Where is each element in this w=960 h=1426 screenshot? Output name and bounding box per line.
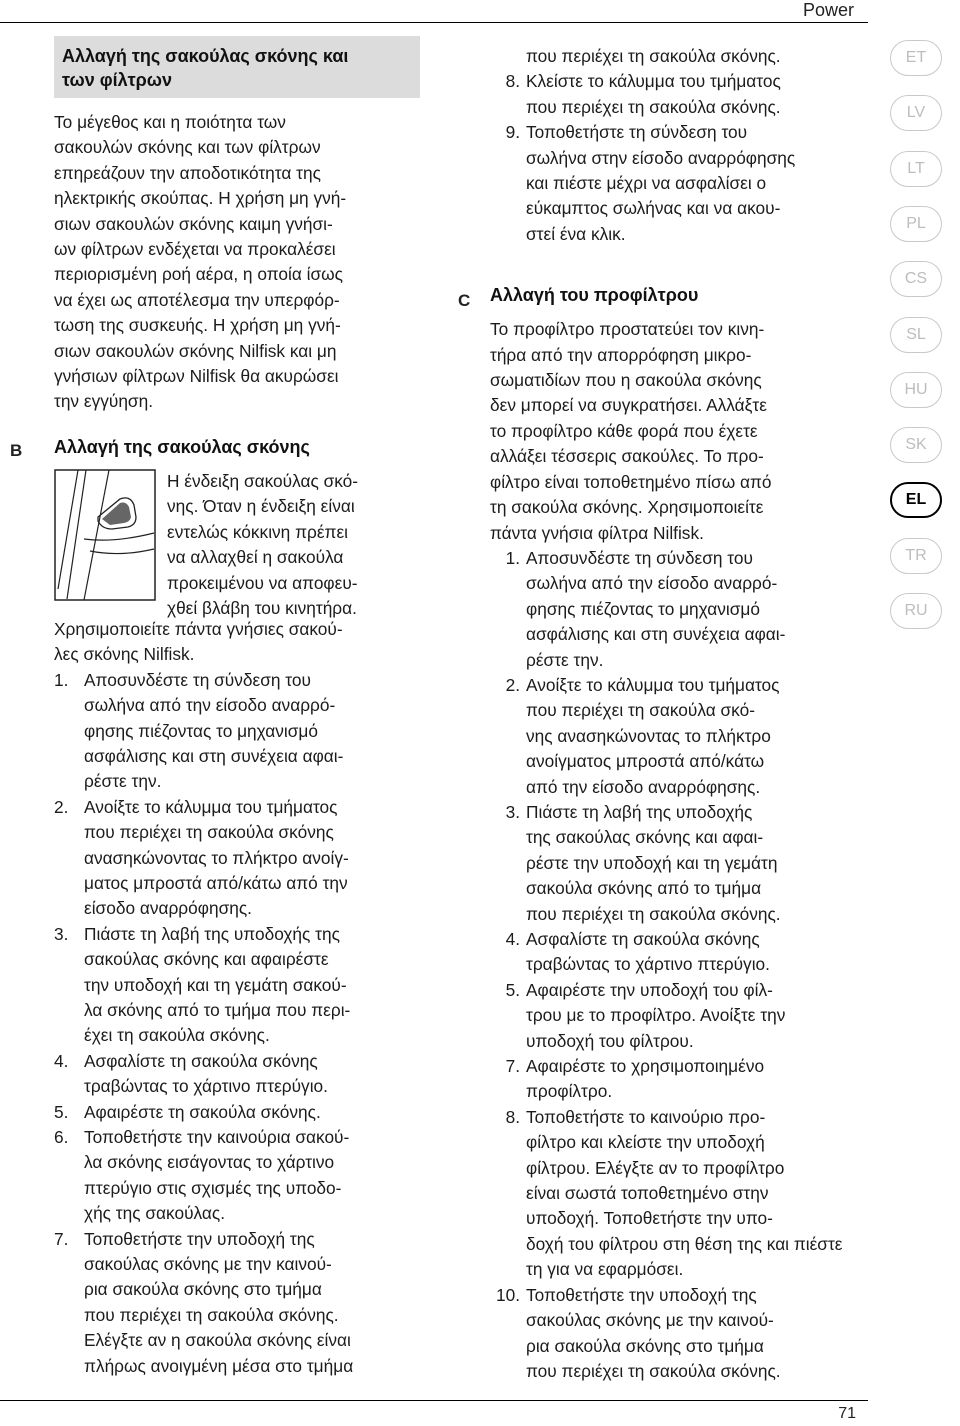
header-brand: Power <box>802 0 854 20</box>
text-line: Αποσυνδέστε τη σύνδεση του <box>526 547 753 568</box>
step-item <box>54 795 420 922</box>
step-number: 2. <box>505 674 520 695</box>
text-line: χθεί βλάβη του κινητήρα. <box>167 597 357 618</box>
text-line: έχει τη σακούλα σκόνης. <box>84 1025 270 1046</box>
intro-paragraph <box>54 110 420 415</box>
text-line: των φίλτρων <box>62 70 173 90</box>
text-line: δεν μπορεί να συγκρατήσει. Αλλάξτε <box>490 395 767 416</box>
text-line: Πιάστε τη λαβή της υποδοχής <box>526 801 753 822</box>
lang-tab-hu[interactable]: HU <box>890 372 942 408</box>
top-rule <box>0 22 868 23</box>
text-line: Πιάστε τη λαβή της υποδοχής της <box>84 923 340 944</box>
text-line: τη για να εφαρμόσει. <box>526 1259 684 1280</box>
text-line: ασφάλισης και στη συνέχεια αφαι- <box>84 745 344 766</box>
text-line: Αποσυνδέστε τη σύνδεση του <box>84 669 311 690</box>
text-line: που περιέχει τη σακούλα σκόνης <box>84 822 334 843</box>
step-number: 1. <box>505 547 520 568</box>
text-line: την υποδοχή και τη γεμάτη σακού- <box>84 974 347 995</box>
text-line: ρια σακούλα σκόνης στο τμήμα <box>526 1335 764 1356</box>
text-line: φίλτρο είναι τοποθετημένο πίσω από <box>490 471 772 492</box>
text-line: ασφάλισης και στη συνέχεια αφαι- <box>526 624 786 645</box>
bottom-rule <box>0 1400 868 1401</box>
text-line: δοχή του φίλτρου στη θέση της και πιέστε <box>526 1233 843 1254</box>
section-marker-c: C <box>458 291 471 310</box>
lang-tab-lv[interactable]: LV <box>890 95 942 131</box>
text-line: Ασφαλίστε τη σακούλα σκόνης <box>84 1050 318 1071</box>
step-item <box>54 1049 420 1100</box>
step-number: 7. <box>54 1228 69 1249</box>
step-item <box>490 69 860 120</box>
text-line: γνήσιων φίλτρων Nilfisk θα ακυρώσει <box>54 366 339 387</box>
section-title <box>54 36 420 98</box>
text-line: Τοποθετήστε τη σύνδεση του <box>526 122 748 143</box>
lang-tab-tr[interactable]: TR <box>890 538 942 574</box>
text-line: υποδοχή του φίλτρου. <box>526 1030 694 1051</box>
genuine-bags-note <box>54 617 420 668</box>
text-line: που περιέχει τη σακούλα σκόνης. <box>526 1360 781 1381</box>
lang-tab-sl[interactable]: SL <box>890 317 942 353</box>
step-number: 4. <box>54 1050 69 1071</box>
step-number: 3. <box>54 923 69 944</box>
text-line: σακούλας σκόνης και αφαιρέστε <box>84 949 329 970</box>
step-item <box>490 1054 860 1105</box>
text-line: Το προφίλτρο προστατεύει τον κινη- <box>490 319 765 340</box>
text-line: νης ανασηκώνοντας το πλήκτρο <box>526 725 771 746</box>
step-number: 5. <box>505 979 520 1000</box>
text-line: φίλτρου. Ελέγξτε αν το προφίλτρο <box>526 1157 785 1178</box>
dust-bag-indicator-illustration <box>54 469 156 601</box>
text-line: Τοποθετήστε το καινούριο προ- <box>526 1106 766 1127</box>
text-line: Τοποθετήστε την υποδοχή της <box>526 1284 757 1305</box>
step-item <box>490 120 860 247</box>
text-line: ανασηκώνοντας το πλήκτρο ανοίγ- <box>84 847 349 868</box>
indicator-figure <box>54 469 420 617</box>
text-line: σιων σακουλών σκόνης καιμη γνήσι- <box>54 213 333 234</box>
text-line: επηρεάζουν την αποδοτικότητα της <box>54 162 321 183</box>
text-line: το προφίλτρο κάθε φορά που έχετε <box>490 420 758 441</box>
text-line: τη σακούλα σκόνης. Χρησιμοποιείτε <box>490 497 764 518</box>
text-line: στεί ένα κλικ. <box>526 223 626 244</box>
text-line: εύκαμπτος σωλήνας και να ακου- <box>526 198 781 219</box>
step-item <box>490 546 860 673</box>
step-number: 1. <box>54 669 69 690</box>
step-number: 8. <box>505 71 520 92</box>
step-number: 6. <box>54 1127 69 1147</box>
step-item <box>54 1125 420 1227</box>
text-line: εντελώς κόκκινη πρέπει <box>167 521 349 542</box>
text-line: και πιέστε μέχρι να ασφαλίσει ο <box>526 173 767 194</box>
lang-tab-lt[interactable]: LT <box>890 151 942 187</box>
step-number: 2. <box>54 796 69 817</box>
text-line: ηλεκτρικής σκούπας. Η χρήση μη γνή- <box>54 188 347 209</box>
text-line: σωματιδίων που η σακούλα σκόνης <box>490 370 762 391</box>
text-line: από την είσοδο αναρρόφησης. <box>526 776 761 797</box>
continued-step-text: που περιέχει τη σακούλα σκόνης. <box>526 46 781 66</box>
text-line: να έχει ως αποτέλεσμα την υπερφόρ- <box>54 289 340 310</box>
text-line: περιορισμένη ροή αέρα, η οποία ίσως <box>54 264 343 285</box>
text-line: χής της σακούλας. <box>84 1203 226 1224</box>
text-line: ματος μπροστά από/κάτω από την <box>84 872 348 893</box>
dust-bag-steps-continued <box>490 69 860 247</box>
text-line: Τοποθετήστε την υποδοχή της <box>84 1228 315 1249</box>
step-item <box>54 1100 420 1125</box>
left-column <box>54 36 420 1379</box>
text-line: Αφαιρέστε το χρησιμοποιημένο <box>526 1056 765 1077</box>
text-line: ρέστε την. <box>526 649 604 670</box>
section-marker-b: B <box>10 441 23 460</box>
text-line: Ελέγξτε αν η σακούλα σκόνης είναι <box>84 1330 351 1351</box>
indicator-caption <box>167 469 358 621</box>
step-number: 4. <box>505 929 520 949</box>
text-line: σακούλας σκόνης με την καινού- <box>526 1310 774 1331</box>
text-line: της σακούλας σκόνης και αφαι- <box>526 827 764 848</box>
text-line: Αλλαγή της σακούλας σκόνης και <box>62 46 349 66</box>
subheading-dust-bag: Αλλαγή της σακούλας σκόνης <box>54 436 310 457</box>
step-item <box>54 922 420 1049</box>
step-item <box>490 800 860 927</box>
text-line: Χρησιμοποιείτε πάντα γνήσιες σακού- <box>54 618 343 639</box>
text-line: υποδοχή. Τοποθετήστε την υπο- <box>526 1208 773 1229</box>
text-line: τραβώντας το χάρτινο πτερύγιο. <box>526 954 770 975</box>
text-line: Το μέγεθος και η ποιότητα των <box>54 112 286 132</box>
text-line: Αφαιρέστε τη σακούλα σκόνης. <box>84 1101 321 1122</box>
step-item <box>490 1283 860 1385</box>
text-line: είναι σωστά τοποθετημένο στην <box>526 1183 769 1204</box>
prefilter-steps <box>490 546 860 1384</box>
text-line: προκειμένου να αποφευ- <box>167 572 358 593</box>
text-line: τρου με το προφίλτρο. Ανοίξτε την <box>526 1005 786 1026</box>
step-number: 5. <box>54 1101 69 1122</box>
text-line: τήρα από την απορρόφηση μικρο- <box>490 344 752 365</box>
text-line: να αλλαχθεί η σακούλα <box>167 547 344 568</box>
text-line: την εγγύηση. <box>54 391 154 412</box>
step-number: 3. <box>505 801 520 822</box>
text-line: σωλήνα από την είσοδο αναρρό- <box>526 573 778 594</box>
lang-tab-pl[interactable]: PL <box>890 206 942 242</box>
text-line: ρέστε την υποδοχή και τη γεμάτη <box>526 852 778 873</box>
text-line: Ανοίξτε το κάλυμμα του τμήματος <box>526 674 780 695</box>
text-line: πάντα γνήσια φίλτρα Nilfisk. <box>490 522 704 543</box>
step-item <box>490 673 860 800</box>
right-column <box>490 44 860 1384</box>
text-line: φησης πιέζοντας το μηχανισμό <box>84 720 318 741</box>
lang-tab-ru[interactable]: RU <box>890 593 942 629</box>
text-line: ων φίλτρων ενδέχεται να προκαλέσει <box>54 239 336 260</box>
text-line: σακούλας σκόνης με την καινού- <box>84 1254 332 1275</box>
text-line: ρια σακούλα σκόνης στο τμήμα <box>84 1279 322 1300</box>
text-line: που περιέχει τη σακούλα σκό- <box>526 700 755 721</box>
step-item <box>490 978 860 1054</box>
text-line: νης. Όταν η ένδειξη είναι <box>167 496 355 517</box>
text-line: πτερύγιο στις σχισμές της υποδο- <box>84 1177 342 1198</box>
lang-tab-sk[interactable]: SK <box>890 427 942 463</box>
text-line: πλήρως ανοιγμένη μέσα στο τμήμα <box>84 1355 354 1376</box>
text-line: που περιέχει τη σακούλα σκόνης. <box>526 903 781 924</box>
text-line: Τοποθετήστε την καινούρια σακού- <box>84 1127 350 1147</box>
text-line: σωλήνα από την είσοδο αναρρό- <box>84 695 336 716</box>
prefilter-intro <box>490 317 860 546</box>
text-line: Κλείστε το κάλυμμα του τμήματος <box>526 71 781 92</box>
text-line: φησης πιέζοντας το μηχανισμό <box>526 598 760 619</box>
lang-tab-et[interactable]: ET <box>890 40 942 76</box>
step-number: 7. <box>505 1056 520 1077</box>
text-line: σακούλα σκόνης από το τμήμα <box>526 878 762 899</box>
lang-tab-el[interactable]: EL <box>890 482 942 518</box>
text-line: είσοδο αναρρόφησης. <box>84 898 252 919</box>
text-line: αλλάξει τέσσερις σακούλες. Το προ- <box>490 446 764 467</box>
step-number: 10. <box>495 1284 520 1305</box>
text-line: σωλήνα στην είσοδο αναρρόφησης <box>526 147 796 168</box>
text-line: σακουλών σκόνης και των φίλτρων <box>54 137 321 158</box>
step-item <box>54 1227 420 1379</box>
text-line: Ασφαλίστε τη σακούλα σκόνης <box>526 929 760 949</box>
text-line: Η ένδειξη σακούλας σκό- <box>167 470 359 491</box>
dust-bag-steps <box>54 668 420 1379</box>
page-number: 71 <box>838 1405 856 1422</box>
text-line: λες σκόνης Nilfisk. <box>54 644 195 665</box>
text-line: λα σκόνης εισάγοντας το χάρτινο <box>84 1152 335 1173</box>
step-item <box>490 927 860 978</box>
text-line: ανοίγματος μπροστά από/κάτω <box>526 751 765 772</box>
text-line: τραβώντας το χάρτινο πτερύγιο. <box>84 1076 328 1097</box>
step-item <box>54 668 420 795</box>
text-line: σιων σακουλών σκόνης Nilfisk και μη <box>54 340 337 361</box>
text-line: τωση της συσκευής. Η χρήση μη γνή- <box>54 315 341 336</box>
text-line: Αφαιρέστε την υποδοχή του φίλ- <box>526 979 773 1000</box>
text-line: Ανοίξτε το κάλυμμα του τμήματος <box>84 796 338 817</box>
step-number: 8. <box>505 1106 520 1127</box>
text-line: που περιέχει τη σακούλα σκόνης. <box>526 96 781 117</box>
text-line: προφίλτρο. <box>526 1081 613 1102</box>
text-line: που περιέχει τη σακούλα σκόνης. <box>84 1304 339 1325</box>
text-line: φίλτρο και κλείστε την υποδοχή <box>526 1132 765 1153</box>
lang-tab-cs[interactable]: CS <box>890 261 942 297</box>
text-line: ρέστε την. <box>84 771 162 792</box>
text-line: λα σκόνης από το τμήμα που περι- <box>84 999 351 1020</box>
subheading-prefilter: Αλλαγή του προφίλτρου <box>490 285 699 306</box>
step-number: 9. <box>505 122 520 143</box>
step-item <box>490 1105 860 1283</box>
